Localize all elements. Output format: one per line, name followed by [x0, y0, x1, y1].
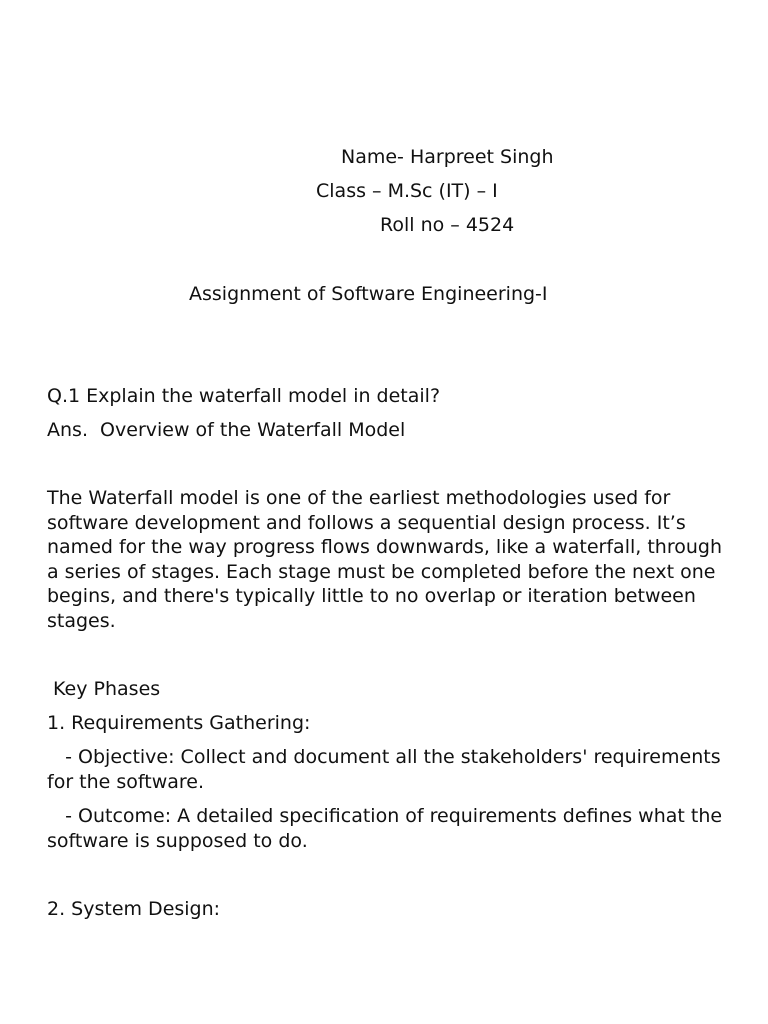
overview-paragraph: The Waterfall model is one of the earliest methodologies used for software development and follows a sequential design process. It’s named for the way progress flows downwards, like a waterfall, through a series of stages. Each stage must be completed before the next one begins, and there's typically little to no overlap or iteration between stages. — [47, 487, 722, 632]
key-phases-heading: Key Phases — [47, 678, 161, 700]
answer-heading: Ans. Overview of the Waterfall Model — [47, 419, 406, 441]
roll-number: Roll no – 4524 — [380, 214, 515, 236]
student-name: Name- Harpreet Singh — [341, 146, 554, 168]
phase-1-objective: - Objective: Collect and document all the stakeholders' requirements for the software. — [47, 746, 727, 793]
student-class: Class – M.Sc (IT) – I — [316, 180, 498, 202]
question-text: Q.1 Explain the waterfall model in detail? — [47, 385, 441, 407]
phase-1-outcome: - Outcome: A detailed specification of requirements defines what the software is supposed to do. — [47, 805, 729, 852]
phase-2-title: 2. System Design: — [47, 898, 221, 920]
assignment-title: Assignment of Software Engineering-I — [189, 283, 548, 305]
phase-1-title: 1. Requirements Gathering: — [47, 712, 311, 734]
